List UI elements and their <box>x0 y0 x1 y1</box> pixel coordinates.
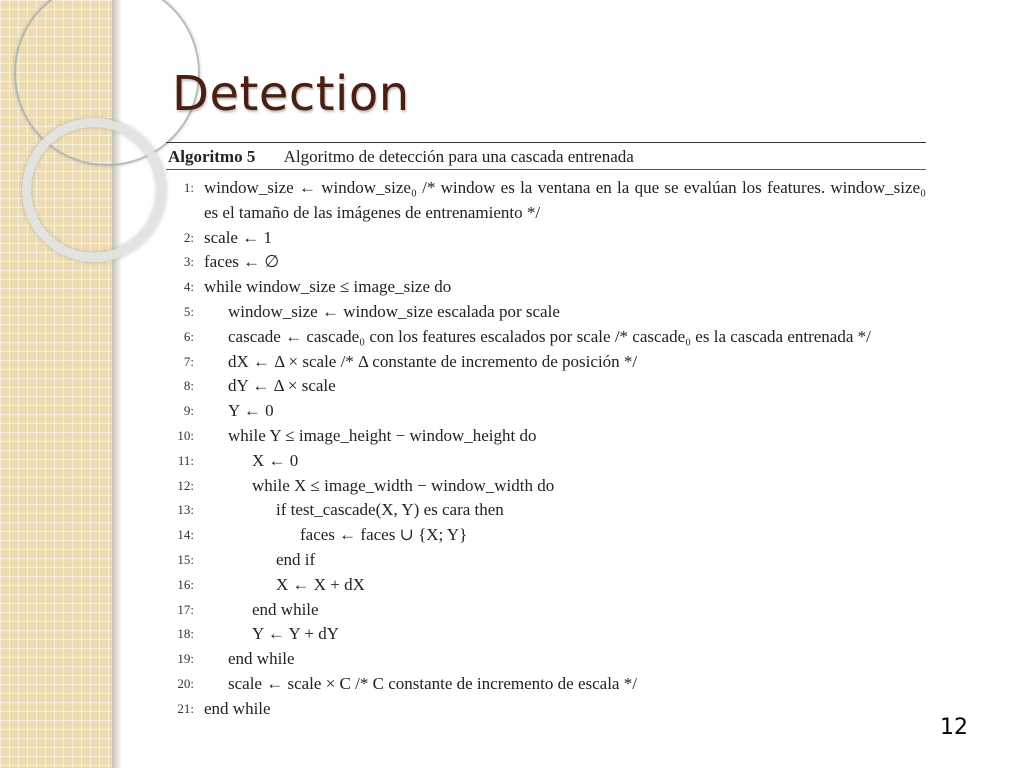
line-code: while Y ≤ image_height − window_height do <box>228 425 537 445</box>
algorithm-line-11 <box>166 449 926 474</box>
algorithm-line-19 <box>166 647 926 672</box>
algorithm-line-9 <box>166 399 926 424</box>
algorithm-line-14 <box>166 523 926 548</box>
line-number: 19: <box>177 651 194 667</box>
slide-title: Detection <box>172 66 410 122</box>
line-code: scale ← 1 <box>204 227 272 247</box>
algorithm-line-5 <box>166 300 926 325</box>
algorithm-label: Algoritmo 5 <box>168 147 256 166</box>
line-code: end while <box>252 599 319 619</box>
line-number: 2: <box>183 229 194 245</box>
line-number: 7: <box>183 353 194 369</box>
line-number: 15: <box>177 551 194 567</box>
line-code: dX ← Δ × scale /* Δ constante de incremento de posición */ <box>228 351 638 371</box>
line-code: while window_size ≤ image_size do <box>204 277 452 297</box>
line-number: 12: <box>177 477 194 493</box>
line-number: 17: <box>177 601 194 617</box>
line-number: 1: <box>183 180 194 195</box>
line-code: window_size ← window_size₀ /* window es la ventana en la que se evalúan los features. window_size₀ es el tamaño de las imágenes de entrenamiento */ <box>204 178 926 222</box>
algorithm-line-20 <box>166 672 926 697</box>
algorithm-line-1 <box>166 176 926 226</box>
algorithm-line-2 <box>166 226 926 251</box>
decorative-ring-small <box>22 118 166 262</box>
line-number: 6: <box>183 328 194 344</box>
line-code: end while <box>204 698 271 718</box>
line-number: 4: <box>183 279 194 295</box>
line-number: 3: <box>183 254 194 270</box>
line-code: Y ← 0 <box>228 401 274 421</box>
line-number: 11: <box>177 452 194 468</box>
algorithm-header-rule <box>166 169 926 170</box>
algorithm-line-12 <box>166 474 926 499</box>
line-code: end while <box>228 649 295 669</box>
line-code: window_size ← window_size escalada por scale <box>228 301 560 321</box>
page-number: 12 <box>940 715 968 740</box>
line-number: 8: <box>183 378 194 394</box>
line-number: 20: <box>177 675 194 691</box>
line-number: 13: <box>177 502 194 518</box>
algorithm-line-4 <box>166 275 926 300</box>
line-number: 18: <box>177 626 194 642</box>
algorithm-line-3 <box>166 250 926 275</box>
line-code: faces ← ∅ <box>204 252 280 272</box>
line-code: scale ← scale × C /* C constante de incremento de escala */ <box>228 673 637 693</box>
algorithm-header <box>166 143 926 169</box>
algorithm-block <box>166 142 926 722</box>
line-number: 14: <box>177 527 194 543</box>
line-code: while X ≤ image_width − window_width do <box>252 475 555 495</box>
algorithm-line-16 <box>166 573 926 598</box>
line-number: 21: <box>177 700 194 716</box>
algorithm-line-17 <box>166 598 926 623</box>
algorithm-line-10 <box>166 424 926 449</box>
algorithm-line-8 <box>166 374 926 399</box>
algorithm-caption: Algoritmo de detección para una cascada entrenada <box>283 147 634 166</box>
line-number: 5: <box>183 303 194 319</box>
line-code: cascade ← cascade₀ con los features escalados por scale /* cascade₀ es la cascada entrenada */ <box>228 326 871 346</box>
line-number: 16: <box>177 576 194 592</box>
line-code: end if <box>276 549 316 569</box>
line-code: X ← 0 <box>252 450 299 470</box>
algorithm-line-21 <box>166 697 926 722</box>
algorithm-line-7 <box>166 350 926 375</box>
algorithm-line-13 <box>166 498 926 523</box>
line-code: dY ← Δ × scale <box>228 376 336 396</box>
line-code: X ← X + dX <box>276 574 365 594</box>
algorithm-line-6 <box>166 325 926 350</box>
line-number: 10: <box>177 427 194 443</box>
line-code: faces ← faces ∪ {X; Y} <box>300 525 468 545</box>
line-code: Y ← Y + dY <box>252 624 340 644</box>
line-code: if test_cascade(X, Y) es cara then <box>276 500 504 520</box>
algorithm-line-15 <box>166 548 926 573</box>
algorithm-line-18 <box>166 622 926 647</box>
line-number: 9: <box>183 403 194 419</box>
